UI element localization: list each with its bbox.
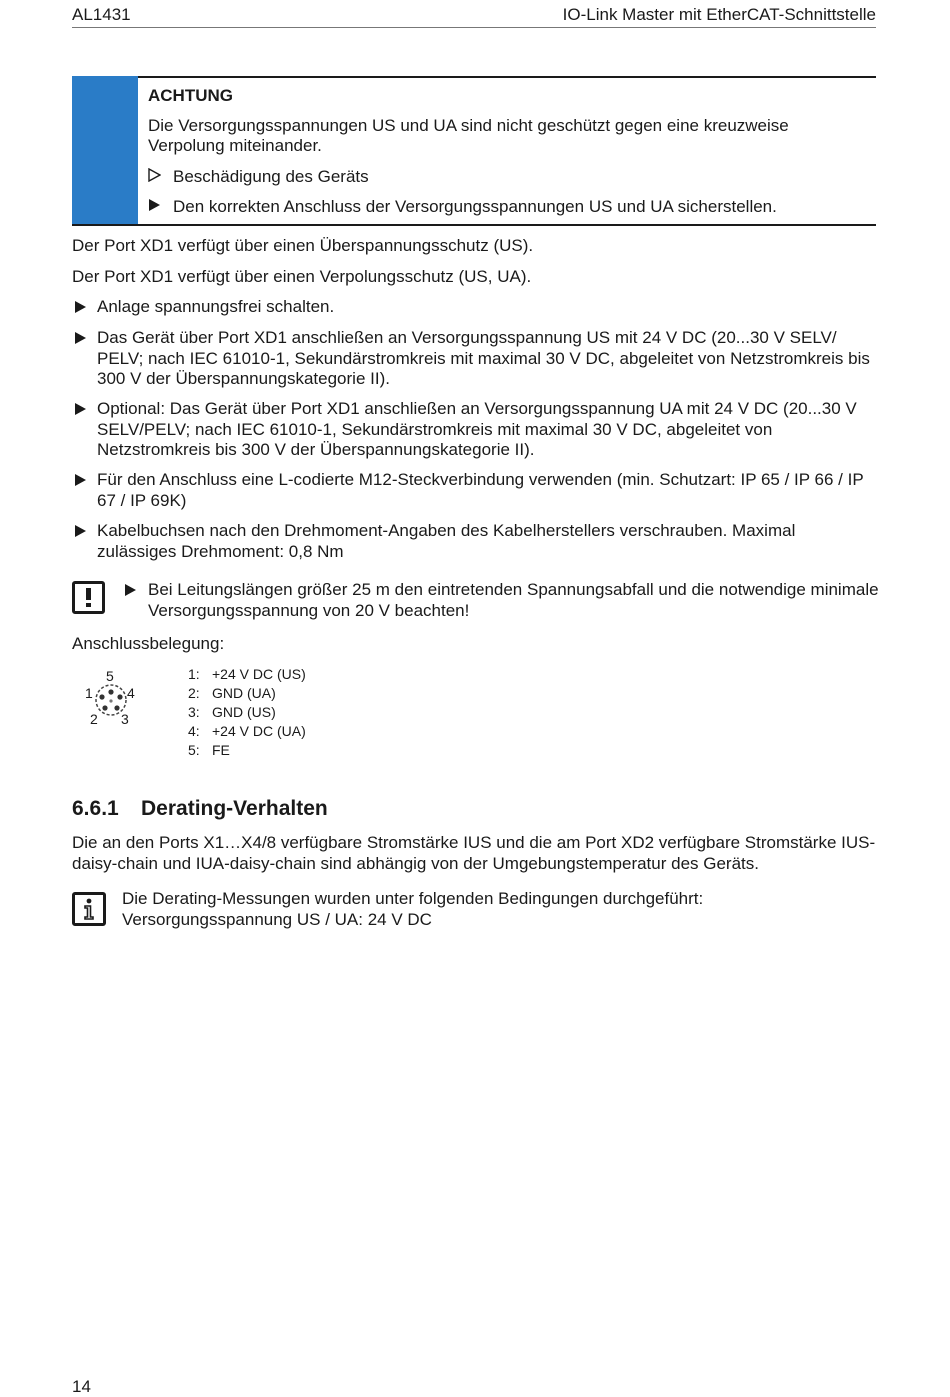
pin-description: +24 V DC (UA) xyxy=(212,723,306,739)
connector-pin-label: 3 xyxy=(121,711,129,727)
pin-row xyxy=(188,741,306,760)
pin-number: 4: xyxy=(188,723,200,739)
m12-connector-icon xyxy=(94,683,128,717)
pin-number: 3: xyxy=(188,704,200,720)
caution-note xyxy=(122,580,882,622)
pin-description: +24 V DC (US) xyxy=(212,666,306,682)
caution-note-text: Bei Leitungslängen größer 25 m den eintretenden Spannungsabfall und die notwendige minimale Versorgungsspannung von 20 V beachten! xyxy=(148,580,879,620)
header-product-code: AL1431 xyxy=(72,5,131,24)
pin-row xyxy=(188,722,306,741)
step-arrow-icon xyxy=(74,470,87,494)
warning-action-text: Den korrekten Anschluss der Versorgungsspannungen US und UA sicherstellen. xyxy=(173,197,777,216)
paragraph-polarity: Der Port XD1 verfügt über einen Verpolungsschutz (US, UA). xyxy=(72,267,532,286)
pin-description: GND (UA) xyxy=(212,685,276,701)
section-paragraph: Die an den Ports X1…X4/8 verfügbare Stromstärke IUS und die am Port XD2 verfügbare Stromstärke IUS-daisy-chain und IUA-daisy-chain sind abhängig von der Umgebungstemperatur des Geräts. xyxy=(72,833,876,873)
step-text: Das Gerät über Port XD1 anschließen an Versorgungsspannung US mit 24 V DC (20...30 V SELV/ PELV; nach IEC 61010-1, Sekundärstromkreis mit maximal 30 V DC, abgeleitet von Netzstromkreis bis 300 V der Überspannungskategorie II). xyxy=(97,328,870,388)
step-text: Anlage spannungsfrei schalten. xyxy=(97,297,335,316)
pin-number: 5: xyxy=(188,742,200,758)
info-note-line: Die Derating-Messungen wurden unter folgenden Bedingungen durchgeführt: xyxy=(122,889,704,908)
pin-row xyxy=(188,684,306,703)
pin-assignment-list xyxy=(188,665,306,760)
warning-color-bar xyxy=(72,76,138,226)
connector-diagram xyxy=(80,668,150,730)
info-icon xyxy=(72,892,106,926)
section-number: 6.6.1 xyxy=(72,797,119,820)
section-heading xyxy=(72,797,328,821)
connector-pin-label: 2 xyxy=(90,711,98,727)
connector-pin-label: 1 xyxy=(85,685,93,701)
warning-consequence-text: Beschädigung des Geräts xyxy=(173,167,369,186)
paragraph-overvoltage: Der Port XD1 verfügt über einen Überspannungsschutz (US). xyxy=(72,236,534,255)
step-arrow-icon xyxy=(74,297,87,321)
filled-triangle-icon xyxy=(148,197,173,217)
step-arrow-icon xyxy=(74,521,87,545)
step-item xyxy=(72,521,876,563)
step-text: Kabelbuchsen nach den Drehmoment-Angaben des Kabelherstellers verschrauben. Maximal zulässiges Drehmoment: 0,8 Nm xyxy=(97,521,796,561)
warning-action xyxy=(148,197,777,217)
step-text: Optional: Das Gerät über Port XD1 anschließen an Versorgungsspannung UA mit 24 V DC (20...30 V SELV/PELV; nach IEC 61010-1, Sekundärstromkreis mit maximal 30 V DC, abgeleitet von Netzstromkreis bis 300 V der Überspannungskategorie II). xyxy=(97,399,857,459)
step-item xyxy=(72,297,876,318)
step-item xyxy=(72,470,876,512)
step-item xyxy=(72,399,876,461)
step-arrow-icon xyxy=(74,399,87,423)
warning-box xyxy=(72,76,876,226)
caution-arrow-icon xyxy=(124,580,137,603)
pinout-label: Anschlussbelegung: xyxy=(72,634,225,653)
step-text: Für den Anschluss eine L-codierte M12-Steckverbindung verwenden (min. Schutzart: IP 65 / IP 66 / IP 67 / IP 69K) xyxy=(97,470,864,510)
info-note-line: Versorgungsspannung US / UA: 24 V DC xyxy=(122,910,432,929)
step-arrow-icon xyxy=(74,328,87,352)
connector-pin-label: 5 xyxy=(106,668,114,684)
header-document-title: IO-Link Master mit EtherCAT-Schnittstelle xyxy=(562,5,876,24)
pin-number: 1: xyxy=(188,666,200,682)
warning-top-rule xyxy=(72,76,876,78)
outline-triangle-icon xyxy=(148,167,173,187)
connector-pin-label: 4 xyxy=(127,685,135,701)
exclamation-icon xyxy=(72,581,105,614)
warning-consequence xyxy=(148,167,369,187)
pin-description: GND (US) xyxy=(212,704,276,720)
page-number: 14 xyxy=(72,1377,91,1396)
warning-bottom-rule xyxy=(72,224,876,226)
pin-row xyxy=(188,703,306,722)
pin-row xyxy=(188,665,306,684)
section-title: Derating-Verhalten xyxy=(141,797,328,820)
pin-description: FE xyxy=(212,742,230,758)
header-rule xyxy=(72,27,876,28)
warning-title: ACHTUNG xyxy=(148,86,233,105)
pin-number: 2: xyxy=(188,685,200,701)
warning-text: Die Versorgungsspannungen US und UA sind nicht geschützt gegen eine kreuzweise Verpolung miteinander. xyxy=(148,116,789,155)
step-item xyxy=(72,328,876,390)
